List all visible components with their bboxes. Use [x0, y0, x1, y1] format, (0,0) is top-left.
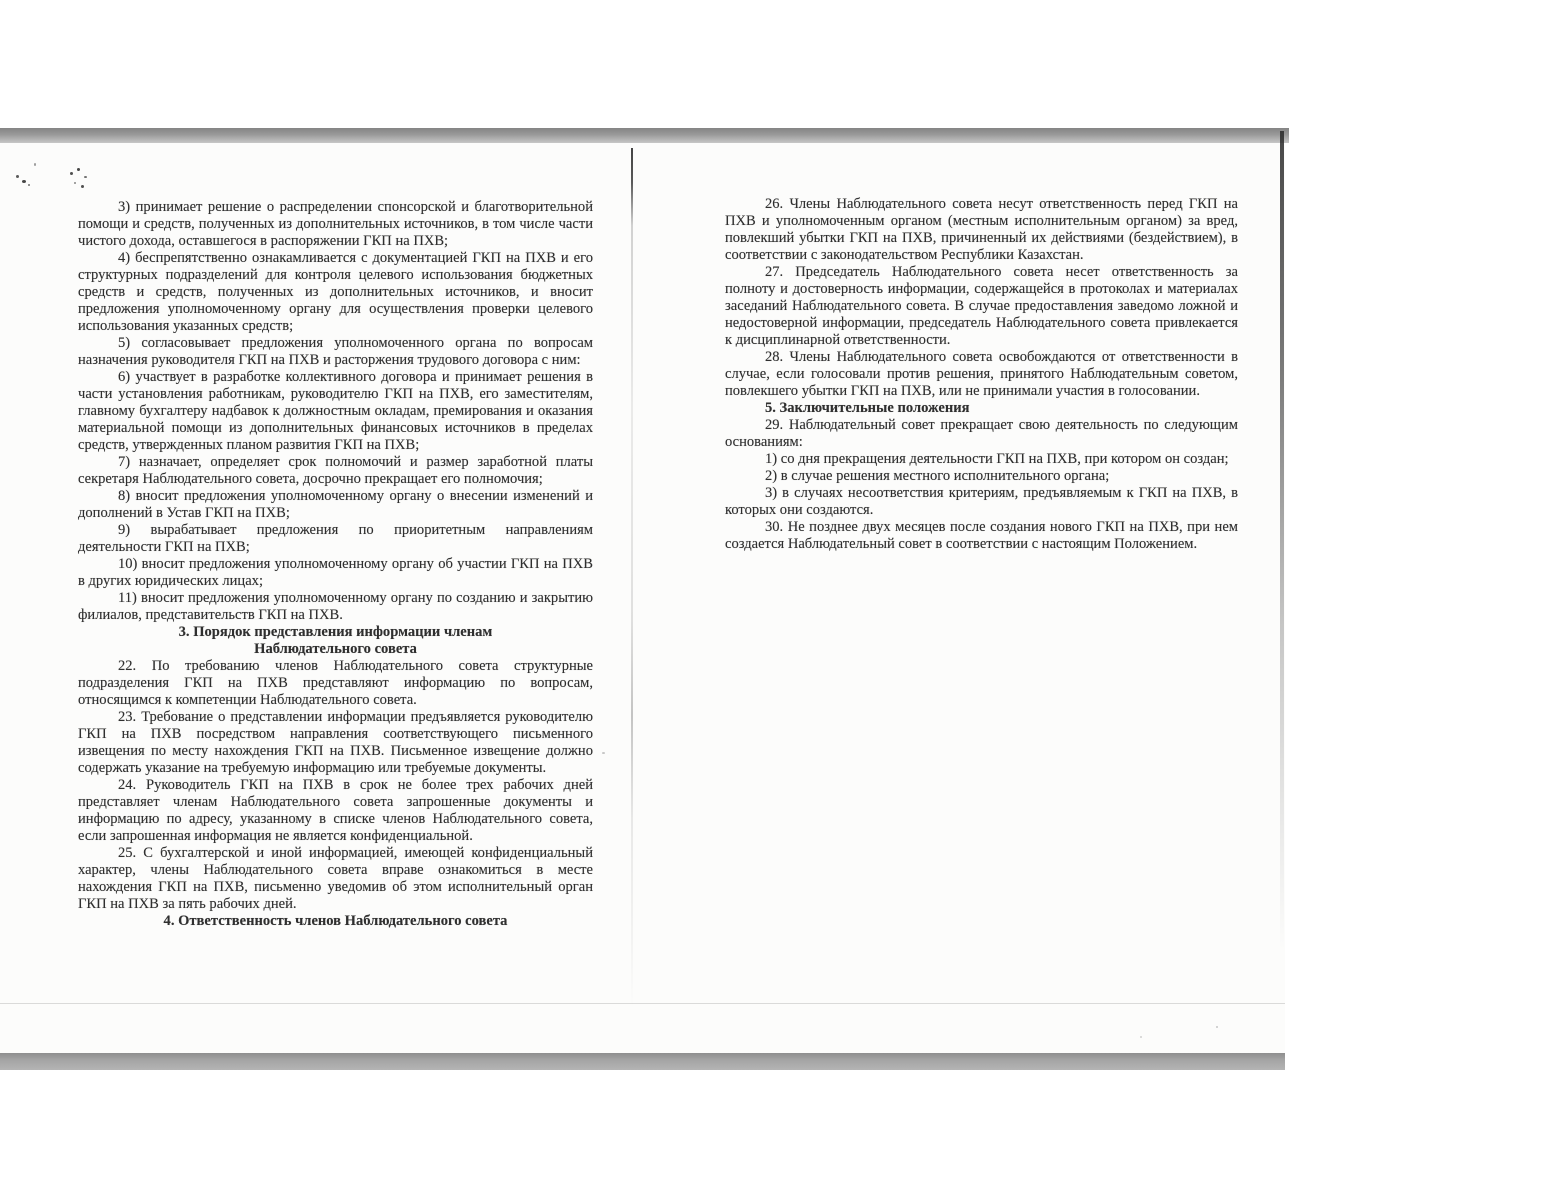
section-3-heading-line1: 3. Порядок представления информации членам — [178, 624, 493, 640]
center-fold-line — [631, 148, 633, 1008]
ink-speckle — [74, 182, 76, 184]
ink-speckle — [77, 168, 80, 171]
ink-speckle — [22, 180, 26, 183]
scan-scratch-line — [0, 1003, 1285, 1004]
clause-7: 7) назначает, определяет срок полномочий и размер заработной платы секретаря Наблюдательного совета, досрочно прекращает его полномочия; — [78, 454, 593, 487]
clause-9: 9) вырабатывает предложения по приоритетным направлениям деятельности ГКП на ПХВ; — [78, 522, 593, 555]
ink-speckle — [34, 163, 36, 166]
scanner-edge-band-top — [0, 128, 1289, 143]
clause-25: 25. С бухгалтерской и иной информацией, имеющей конфиденциальный характер, члены Наблюдательного совета вправе ознакомиться в месте нахождения ГКП на ПХВ, письменно уведомив об этом исполнительный орган ГКП на ПХВ за пять рабочих дней. — [78, 845, 593, 912]
clause-6: 6) участвует в разработке коллективного договора и принимает решения в части установления работникам, руководителю ГКП на ПХВ, его заместителям, главному бухгалтеру надбавок к должностным окладам, премирования и оказания материальной помощи из дополнительных финансовых источников в пределах средств, утвержденных планом развития ГКП на ПХВ; — [78, 369, 593, 453]
clause-29-item-2: 2) в случае решения местного исполнительного органа; — [765, 468, 1110, 484]
clause-11: 11) вносит предложения уполномоченному органу по созданию и закрытию филиалов, представительств ГКП на ПХВ. — [78, 590, 593, 623]
ink-speckle — [1140, 1036, 1142, 1038]
ink-speckle — [602, 752, 605, 754]
clause-24: 24. Руководитель ГКП на ПХВ в срок не более трех рабочих дней представляет членам Наблюдательного совета запрошенные документы и информацию по адресу, указанному в списке членов Наблюдательного совета, если запрошенная информация не является конфиденциальной. — [78, 777, 593, 844]
ink-speckle — [81, 185, 84, 188]
right-page-text-column — [725, 196, 1238, 553]
clause-28: 28. Члены Наблюдательного совета освобождаются от ответственности в случае, если голосовали против решения, принятого Наблюдательным советом, повлекшего убытки ГКП на ПХВ, или не принимали участия в голосовании. — [725, 349, 1238, 399]
section-4-heading: 4. Ответственность членов Наблюдательного совета — [163, 913, 508, 929]
clause-27: 27. Председатель Наблюдательного совета несет ответственность за полноту и достоверность информации, содержащейся в протоколах и материалах заседаний Наблюдательного совета. В случае предоставления заведомо ложной и недостоверной информации, председатель Наблюдательного совета привлекается к дисциплинарной ответственности. — [725, 264, 1238, 348]
page-right-edge-shadow — [1280, 131, 1284, 951]
clause-5: 5) согласовывает предложения уполномоченного органа по вопросам назначения руководителя ГКП на ПХВ и расторжения трудового договора с ним: — [78, 335, 593, 368]
clause-22: 22. По требованию членов Наблюдательного совета структурные подразделения ГКП на ПХВ представляют информацию по вопросам, относящимся к компетенции Наблюдательного совета. — [78, 658, 593, 708]
clause-3: 3) принимает решение о распределении спонсорской и благотворительной помощи и средств, полученных из дополнительных источников, в том числе части чистого дохода, оставшегося в распоряжении ГКП на ПХВ; — [78, 199, 593, 249]
ink-speckle — [28, 184, 30, 186]
clause-26: 26. Члены Наблюдательного совета несут ответственность перед ГКП на ПХВ и уполномоченным органом (местным исполнительным органом) за вред, повлекший убытки ГКП на ПХВ, причиненный их действиями (бездействием), в соответствии с законодательством Республики Казахстан. — [725, 196, 1238, 263]
clause-4: 4) беспрепятственно ознакамливается с документацией ГКП на ПХВ и его структурных подразделений для контроля целевого использования бюджетных средств и средств, полученных из дополнительных источников, и вносит предложения уполномоченному органу для осуществления проверки целевого использования указанных средств; — [78, 250, 593, 334]
ink-speckle — [84, 176, 87, 178]
section-3-heading-line2: Наблюдательного совета — [254, 641, 417, 657]
clause-8: 8) вносит предложения уполномоченному органу о внесении изменений и дополнений в Устав ГКП на ПХВ; — [78, 488, 593, 521]
clause-29-item-1: 1) со дня прекращения деятельности ГКП на ПХВ, при котором он создан; — [765, 451, 1229, 467]
scanner-edge-band-bottom — [0, 1053, 1285, 1070]
clause-30: 30. Не позднее двух месяцев после создания нового ГКП на ПХВ, при нем создается Наблюдательный совет в соответствии с настоящим Положением. — [725, 519, 1238, 552]
section-5-heading: 5. Заключительные положения — [765, 400, 970, 416]
clause-29-item-3: 3) в случаях несоответствия критериям, предъявляемым к ГКП на ПХВ, в которых они создаются. — [725, 485, 1238, 518]
clause-29: 29. Наблюдательный совет прекращает свою деятельность по следующим основаниям: — [725, 417, 1238, 450]
ink-speckle — [16, 175, 19, 178]
ink-speckle — [70, 172, 73, 175]
left-page-text-column — [78, 199, 593, 930]
ink-speckle — [1216, 1026, 1218, 1028]
clause-10: 10) вносит предложения уполномоченному органу об участии ГКП на ПХВ в других юридических лицах; — [78, 556, 593, 589]
clause-23: 23. Требование о представлении информации предъявляется руководителю ГКП на ПХВ посредством направления соответствующего письменного извещения по месту нахождения ГКП на ПХВ. Письменное извещение должно содержать указание на требуемую информацию или требуемые документы. — [78, 709, 593, 776]
